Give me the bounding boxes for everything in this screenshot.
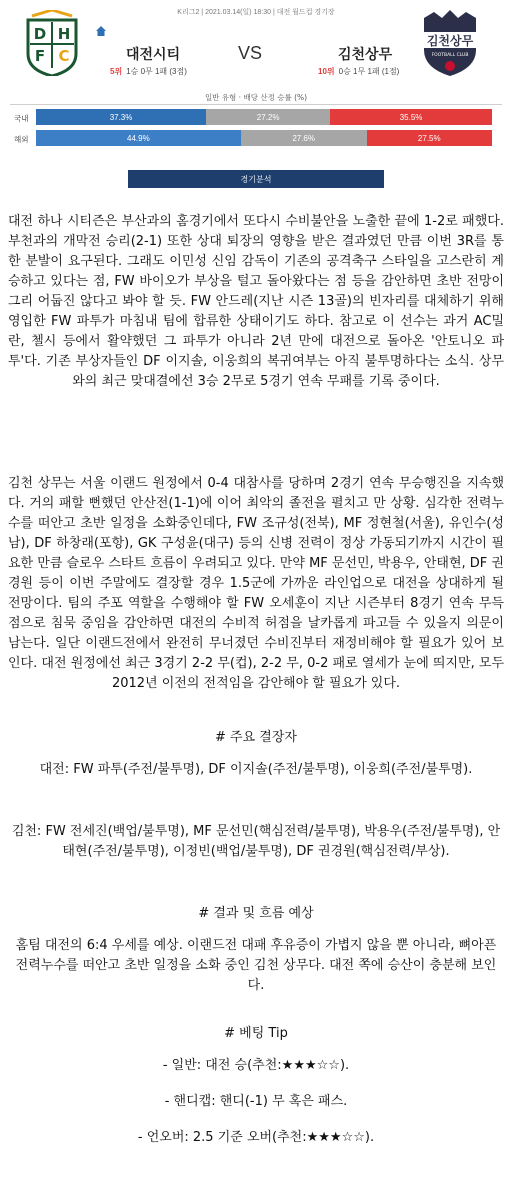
home-win-segment: 37.3% xyxy=(36,109,206,125)
absence-gimcheon: 김천: FW 전세진(백업/불투명), MF 문선민(핵심전력/불투명), 박용우(주전/불투명), 안태현(주전/불투명), 이정빈(백업/불투명), DF 권경원(핵심전력/부상). xyxy=(11,824,501,859)
away-team-name: 김천상무 xyxy=(338,47,393,63)
logo-letter-h: H xyxy=(57,25,71,43)
logo-letter-f: F xyxy=(34,47,46,65)
stat-bar-domestic xyxy=(36,109,492,125)
stat-label-domestic: 국내 xyxy=(14,114,29,123)
tip-general: - 일반: 대전 승(추천:★★★☆☆). xyxy=(162,1058,350,1073)
logo-letter-d: D xyxy=(33,25,47,43)
away-record-text: 0승 1무 1패 (1점) xyxy=(338,67,400,76)
absence-heading: # 주요 결장자 xyxy=(215,730,297,745)
logo-text: 김천상무 xyxy=(426,34,474,48)
tip-handicap: - 핸디캡: 핸디(-1) 무 혹은 패스. xyxy=(164,1094,348,1109)
stat-bar-overseas xyxy=(36,130,492,146)
away-win-segment: 27.5% xyxy=(367,130,492,146)
home-rank: 5위 xyxy=(110,67,123,76)
match-header xyxy=(0,0,512,90)
draw-segment: 27.2% xyxy=(206,109,330,125)
gimcheon-analysis-paragraph: 김천 상무는 서울 이랜드 원정에서 0-4 대참사를 당하며 2경기 연속 무승행진을 지속했다. 거의 패할 뻔했던 안산전(1-1)에 이어 최악의 졸전을 펼치고 만 상황. 심각한 전력누수를 떠안고 초반 일정을 소화중인데다, FW 조규성(전북), MF 정현철(서울), 유인수(성남), DF 하창래(포항), GK 구성윤(대구) 등의 신병 전력이 정상 가동되기까지 시간이 필요한 만큼 슬로우 스타트 흐름이 우려되고 있다. 만약 MF 문선민, 박용우, 안태현, DF 권경원 등이 이번 주말에도 결장할 경우 1.5군에 가까운 라인업으로 대전을 상대하게 될 전망이다. 팀의 주포 역할을 수행해야 할 FW 오세훈이 지난 시즌부터 8경기 연속 무득점으로 침묵 중임을 감안하면 대전의 수비적 허점을 날카롭게 파고들 수 있을지 의문이 남는다. 일단 이랜드전에서 완전히 무너졌던 수비진부터 재정비해야 할 필요가 있어 보인다. 대전 원정에선 최근 3경기 2-2 무(컵), 2-2 무, 0-2 패로 열세가 눈에 띄지만, 모두 2012년 이전의 전적임을 감안해야 할 필요가 있다. xyxy=(8,476,504,691)
home-win-segment: 44.9% xyxy=(36,130,241,146)
gimcheon-logo xyxy=(420,10,480,76)
odds-title: 일반 유형 · 배당 산정 승률 (%) xyxy=(204,93,308,102)
away-win-segment: 35.5% xyxy=(330,109,492,125)
flow-text: 홈팀 대전의 6:4 우세를 예상. 이랜드전 대패 후유증이 가볍지 않을 뿐 아니라, 뼈아픈 전력누수를 떠안고 초반 일정을 소화 중인 김천 상무다. 대전 쪽에 승산이 충분해 보인다. xyxy=(15,938,497,993)
away-team-record xyxy=(318,66,399,77)
daejeon-analysis-paragraph: 대전 하나 시티즌은 부산과의 홈경기에서 또다시 수비불안을 노출한 끝에 1-2로 패했다. 부천과의 개막전 승리(2-1) 또한 상대 퇴장의 영향을 받은 결과였던 만큼 이번 3R를 통한 분발이 요구된다. 그래도 이민성 신임 감독이 기존의 공격축구 스타일을 고스란히 계승하고 있다는 점, FW 바이오가 부상을 털고 돌아왔다는 점 등을 감안하면 초반 전망이 그리 어둡진 않다고 봐야 할 듯. FW 안드레(지난 시즌 13골)의 빈자리를 대체하기 위해 영입한 FW 파투가 마침내 팀에 합류한 상태이기도 하다. 참고로 이 선수는 과거 AC밀란, 첼시 등에서 활약했던 그 파투가 아니라 2년 만에 대전으로 돌아온 '안토니오 파투'다. 기존 부상자들인 DF 이지솔, 이웅희의 복귀여부는 아직 불투명하다는 소식. 상무와의 최근 맞대결에선 3승 2무로 5경기 연속 무패를 기록 중이다. xyxy=(8,214,504,389)
logo-subtext: FOOTBALL CLUB xyxy=(431,53,469,58)
home-team-record xyxy=(110,66,187,77)
divider xyxy=(10,104,502,105)
home-icon xyxy=(96,26,106,36)
stat-label-overseas: 해외 xyxy=(14,135,29,144)
logo-letter-c: C xyxy=(58,47,70,65)
daejeon-logo xyxy=(22,10,82,76)
vs-label: VS xyxy=(238,43,263,63)
draw-segment: 27.6% xyxy=(241,130,367,146)
tip-over-under: - 언오버: 2.5 기준 오버(추천:★★★☆☆). xyxy=(137,1130,375,1145)
tip-heading: # 베팅 Tip xyxy=(224,1026,288,1041)
absence-daejeon: 대전: FW 파투(주전/불투명), DF 이지솔(주전/불투명), 이웅희(주전/불투명). xyxy=(39,762,473,777)
flow-heading: # 결과 및 흐름 예상 xyxy=(198,906,314,921)
home-team-name: 대전시티 xyxy=(126,47,181,63)
section-band-analysis: 경기분석 xyxy=(128,170,384,188)
home-record-text: 1승 0무 1패 (3점) xyxy=(126,67,187,76)
match-info-line: K리그2 | 2021.03.14(일) 18:30 | 대전 월드컵 경기장 xyxy=(177,9,335,16)
away-rank: 10위 xyxy=(318,67,335,76)
